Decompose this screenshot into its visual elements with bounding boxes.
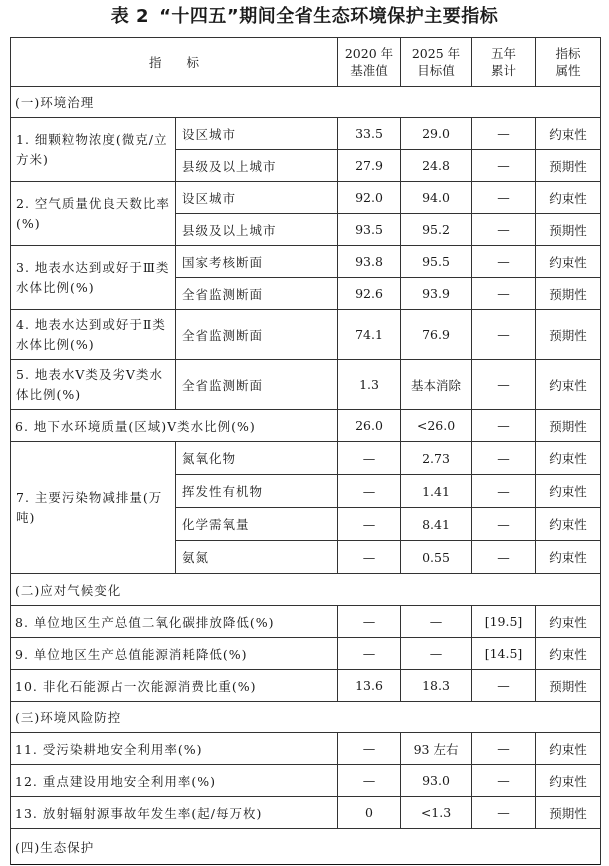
attribute-value: 约束性 bbox=[536, 765, 601, 797]
header-base-year: 2020 年 bbox=[344, 46, 394, 61]
table-row bbox=[11, 246, 601, 278]
target-value: 95.5 bbox=[401, 246, 472, 278]
table-row bbox=[11, 606, 601, 638]
sub-indicator: 氮氧化物 bbox=[176, 442, 338, 475]
cumulative-value: — bbox=[472, 310, 536, 360]
target-value: — bbox=[401, 606, 472, 638]
section-row bbox=[11, 574, 601, 606]
attribute-value: 约束性 bbox=[536, 606, 601, 638]
target-value: 95.2 bbox=[401, 214, 472, 246]
cumulative-value: — bbox=[472, 360, 536, 410]
target-value: 18.3 bbox=[401, 670, 472, 702]
header-target-label: 目标值 bbox=[417, 63, 455, 78]
indicator-label: 9. 单位地区生产总值能源消耗降低(%) bbox=[11, 638, 338, 670]
indicator-label: 12. 重点建设用地安全利用率(%) bbox=[11, 765, 338, 797]
table-row bbox=[11, 182, 601, 214]
header-indicator: 指 标 bbox=[11, 38, 338, 87]
cumulative-value: — bbox=[472, 765, 536, 797]
base-value: — bbox=[338, 541, 401, 574]
cumulative-value: [19.5] bbox=[472, 606, 536, 638]
target-value: 0.55 bbox=[401, 541, 472, 574]
cumulative-value: — bbox=[472, 410, 536, 442]
header-cumulative-line2: 累计 bbox=[491, 63, 517, 78]
attribute-value: 预期性 bbox=[536, 214, 601, 246]
base-value: 74.1 bbox=[338, 310, 401, 360]
cumulative-value: — bbox=[472, 670, 536, 702]
header-cumulative bbox=[472, 38, 536, 87]
base-value: — bbox=[338, 733, 401, 765]
cumulative-value: — bbox=[472, 214, 536, 246]
target-value: 93.9 bbox=[401, 278, 472, 310]
section-row bbox=[11, 829, 601, 865]
attribute-value: 约束性 bbox=[536, 508, 601, 541]
attribute-value: 约束性 bbox=[536, 541, 601, 574]
header-attribute-line1: 指标 bbox=[555, 46, 581, 61]
base-value: — bbox=[338, 442, 401, 475]
table-row bbox=[11, 360, 601, 410]
indicator-label: 6. 地下水环境质量(区域)Ⅴ类水比例(%) bbox=[11, 410, 338, 442]
header-target-year: 2025 年 bbox=[411, 46, 461, 61]
attribute-value: 约束性 bbox=[536, 182, 601, 214]
indicator-label: 8. 单位地区生产总值二氧化碳排放降低(%) bbox=[11, 606, 338, 638]
cumulative-value: — bbox=[472, 508, 536, 541]
cumulative-value: — bbox=[472, 442, 536, 475]
table-row bbox=[11, 765, 601, 797]
attribute-value: 约束性 bbox=[536, 733, 601, 765]
section-row bbox=[11, 702, 601, 733]
header-base-label: 基准值 bbox=[350, 63, 388, 78]
target-value: 24.8 bbox=[401, 150, 472, 182]
table-row bbox=[11, 797, 601, 829]
sub-indicator: 国家考核断面 bbox=[176, 246, 338, 278]
attribute-value: 约束性 bbox=[536, 475, 601, 508]
cumulative-value: — bbox=[472, 150, 536, 182]
cumulative-value: — bbox=[472, 541, 536, 574]
target-value: 29.0 bbox=[401, 118, 472, 150]
target-value: 基本消除 bbox=[401, 360, 472, 410]
table-row bbox=[11, 442, 601, 475]
attribute-value: 约束性 bbox=[536, 360, 601, 410]
base-value: — bbox=[338, 638, 401, 670]
target-value: — bbox=[401, 638, 472, 670]
sub-indicator: 设区城市 bbox=[176, 118, 338, 150]
target-value: <26.0 bbox=[401, 410, 472, 442]
header-base bbox=[338, 38, 401, 87]
base-value: 1.3 bbox=[338, 360, 401, 410]
section-ecological-protection: (四)生态保护 bbox=[11, 829, 601, 865]
sub-indicator: 县级及以上城市 bbox=[176, 214, 338, 246]
attribute-value: 预期性 bbox=[536, 310, 601, 360]
attribute-value: 预期性 bbox=[536, 797, 601, 829]
section-risk-prevention: (三)环境风险防控 bbox=[11, 702, 601, 733]
header-attribute-line2: 属性 bbox=[555, 63, 581, 78]
cumulative-value: — bbox=[472, 246, 536, 278]
attribute-value: 预期性 bbox=[536, 150, 601, 182]
table-row bbox=[11, 410, 601, 442]
base-value: — bbox=[338, 508, 401, 541]
table-row bbox=[11, 638, 601, 670]
target-value: 2.73 bbox=[401, 442, 472, 475]
target-value: 1.41 bbox=[401, 475, 472, 508]
section-row bbox=[11, 87, 601, 118]
sub-indicator: 全省监测断面 bbox=[176, 310, 338, 360]
indicator-label: 11. 受污染耕地安全利用率(%) bbox=[11, 733, 338, 765]
base-value: 13.6 bbox=[338, 670, 401, 702]
base-value: 92.0 bbox=[338, 182, 401, 214]
table-title bbox=[0, 2, 609, 32]
base-value: 93.8 bbox=[338, 246, 401, 278]
indicator-label: 10. 非化石能源占一次能源消费比重(%) bbox=[11, 670, 338, 702]
attribute-value: 预期性 bbox=[536, 670, 601, 702]
cumulative-value: — bbox=[472, 182, 536, 214]
target-value: 93.0 bbox=[401, 765, 472, 797]
indicator-label: 7. 主要污染物减排量(万吨) bbox=[11, 442, 176, 574]
indicator-label: 13. 放射辐射源事故年发生率(起/每万枚) bbox=[11, 797, 338, 829]
target-value: <1.3 bbox=[401, 797, 472, 829]
indicator-label: 4. 地表水达到或好于Ⅱ类水体比例(%) bbox=[11, 310, 176, 360]
sub-indicator: 挥发性有机物 bbox=[176, 475, 338, 508]
sub-indicator: 氨氮 bbox=[176, 541, 338, 574]
base-value: — bbox=[338, 475, 401, 508]
section-climate-change: (二)应对气候变化 bbox=[11, 574, 601, 606]
sub-indicator: 全省监测断面 bbox=[176, 360, 338, 410]
base-value: 93.5 bbox=[338, 214, 401, 246]
target-value: 93 左右 bbox=[401, 733, 472, 765]
sub-indicator: 县级及以上城市 bbox=[176, 150, 338, 182]
attribute-value: 预期性 bbox=[536, 278, 601, 310]
header-target bbox=[401, 38, 472, 87]
target-value: 76.9 bbox=[401, 310, 472, 360]
header-row bbox=[11, 38, 601, 87]
cumulative-value: — bbox=[472, 475, 536, 508]
attribute-value: 约束性 bbox=[536, 118, 601, 150]
cumulative-value: [14.5] bbox=[472, 638, 536, 670]
section-environment-governance: (一)环境治理 bbox=[11, 87, 601, 118]
table-title-text: “十四五”期间全省生态环境保护主要指标 bbox=[159, 6, 499, 27]
indicator-label: 2. 空气质量优良天数比率(%) bbox=[11, 182, 176, 246]
base-value: 27.9 bbox=[338, 150, 401, 182]
cumulative-value: — bbox=[472, 797, 536, 829]
target-value: 8.41 bbox=[401, 508, 472, 541]
table-row bbox=[11, 670, 601, 702]
base-value: — bbox=[338, 606, 401, 638]
sub-indicator: 化学需氧量 bbox=[176, 508, 338, 541]
attribute-value: 约束性 bbox=[536, 246, 601, 278]
table-row bbox=[11, 733, 601, 765]
sub-indicator: 全省监测断面 bbox=[176, 278, 338, 310]
table-number: 表 2 bbox=[110, 6, 150, 27]
cumulative-value: — bbox=[472, 118, 536, 150]
base-value: 26.0 bbox=[338, 410, 401, 442]
base-value: — bbox=[338, 765, 401, 797]
target-value: 94.0 bbox=[401, 182, 472, 214]
base-value: 92.6 bbox=[338, 278, 401, 310]
attribute-value: 预期性 bbox=[536, 410, 601, 442]
sub-indicator: 设区城市 bbox=[176, 182, 338, 214]
base-value: 33.5 bbox=[338, 118, 401, 150]
cumulative-value: — bbox=[472, 278, 536, 310]
table-row bbox=[11, 118, 601, 150]
attribute-value: 约束性 bbox=[536, 442, 601, 475]
indicator-label: 5. 地表水Ⅴ类及劣Ⅴ类水体比例(%) bbox=[11, 360, 176, 410]
indicator-label: 1. 细颗粒物浓度(微克/立方米) bbox=[11, 118, 176, 182]
indicator-table bbox=[10, 37, 601, 865]
cumulative-value: — bbox=[472, 733, 536, 765]
attribute-value: 约束性 bbox=[536, 638, 601, 670]
table-row bbox=[11, 310, 601, 360]
indicator-label: 3. 地表水达到或好于Ⅲ类水体比例(%) bbox=[11, 246, 176, 310]
header-cumulative-line1: 五年 bbox=[491, 46, 517, 61]
base-value: 0 bbox=[338, 797, 401, 829]
header-attribute bbox=[536, 38, 601, 87]
